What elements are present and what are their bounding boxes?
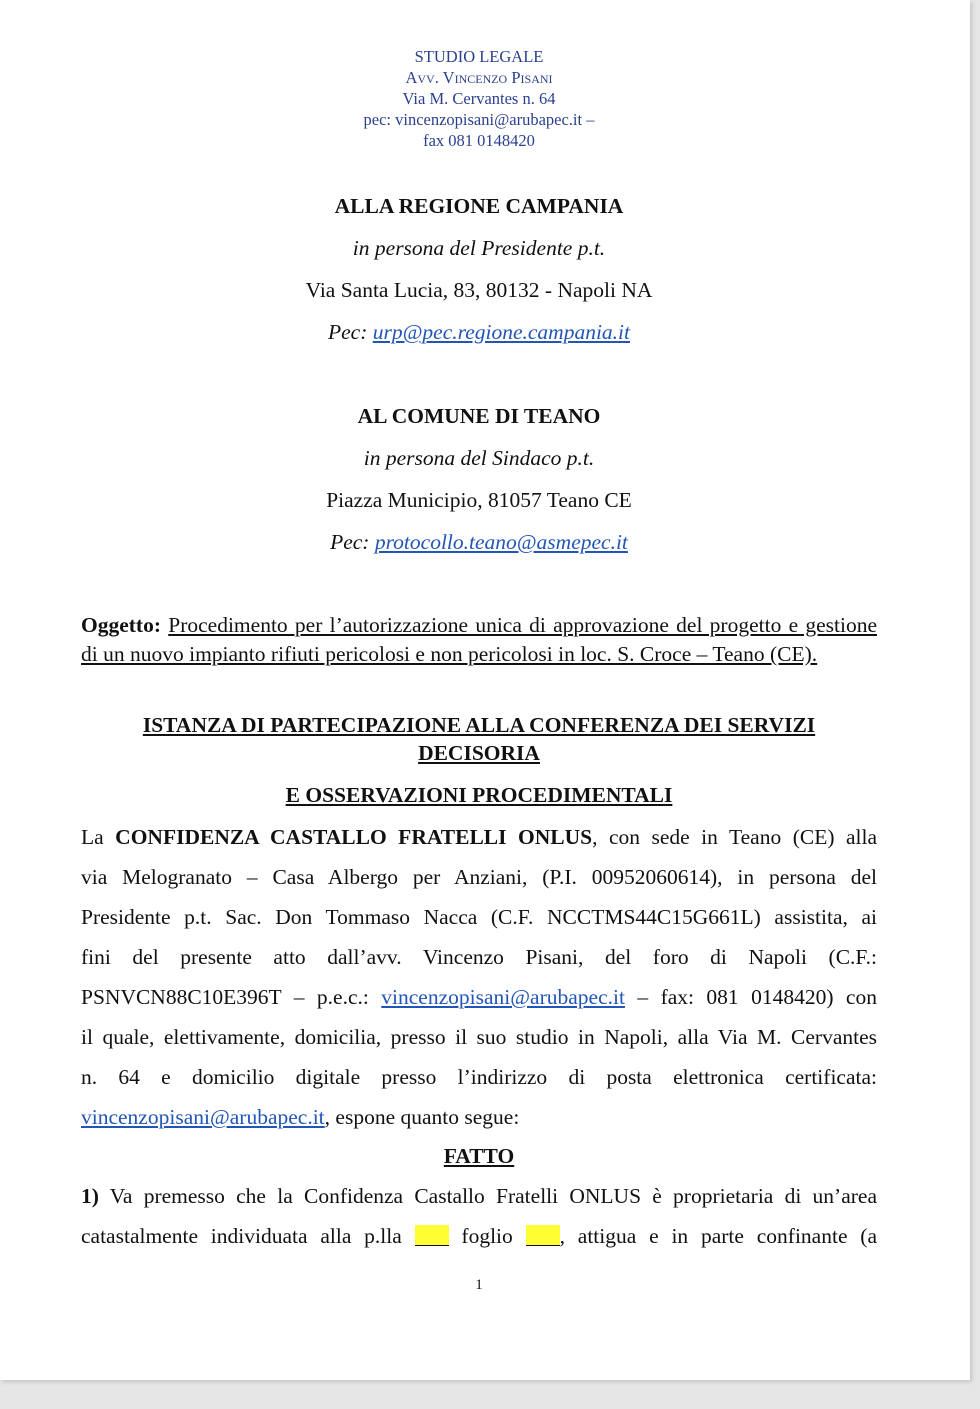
blank-highlight-foglio — [526, 1225, 560, 1246]
document-title-line-2: DECISORIA — [418, 741, 540, 765]
document-title-line-3: E OSSERVAZIONI PROCEDIMENTALI — [285, 783, 673, 807]
fatto-paragraph — [81, 1176, 877, 1256]
item-number: 1) — [81, 1184, 99, 1208]
body-line: Presidente p.t. Sac. Don Tommaso Nacca (C.F. NCCTMS44C15G661L) assistita, ai — [81, 905, 877, 929]
letterhead-lawyer: Avv. Vincenzo Pisani — [405, 68, 553, 87]
body-text: , con sede in Teano (CE) alla — [592, 825, 878, 849]
letterhead — [0, 46, 958, 151]
letterhead-address: Via M. Cervantes n. 64 — [402, 89, 556, 108]
body-line — [81, 1216, 877, 1256]
recipient-1-address: Via Santa Lucia, 83, 80132 - Napoli NA — [305, 278, 653, 302]
document-title-line-1: ISTANZA DI PARTECIPAZIONE ALLA CONFERENZA DEI SERVIZI — [142, 713, 816, 737]
recipient-1-pec-label: Pec: — [328, 320, 373, 344]
body-text: , attigua e in parte confinante (a — [559, 1224, 877, 1248]
body-text: , espone quanto segue: — [324, 1105, 520, 1129]
subject-block — [81, 611, 877, 669]
body-line — [81, 817, 877, 857]
pec-link-2[interactable]: vincenzopisani@arubapec.it — [81, 1105, 325, 1129]
organization-name: CONFIDENZA CASTALLO FRATELLI ONLUS — [115, 825, 593, 849]
body-line: fini del presente atto dall’avv. Vincenzo Pisani, del foro di Napoli (C.F.: — [81, 945, 877, 969]
subject-label: Oggetto: — [81, 613, 161, 637]
intro-paragraph — [81, 817, 877, 1137]
recipient-2-name: AL COMUNE DI TEANO — [357, 404, 601, 428]
body-text: foglio — [448, 1224, 526, 1248]
recipient-1-name: ALLA REGIONE CAMPANIA — [334, 194, 624, 218]
body-line: il quale, elettivamente, domicilia, presso il suo studio in Napoli, alla Via M. Cervantes — [81, 1025, 877, 1049]
blank-highlight-particella — [415, 1225, 449, 1246]
letterhead-pec: pec: vincenzopisani@arubapec.it – — [363, 110, 595, 129]
body-line — [81, 1176, 877, 1216]
letterhead-studio: STUDIO LEGALE — [414, 47, 544, 66]
recipient-1-role: in persona del Presidente p.t. — [352, 236, 606, 260]
pec-link[interactable]: vincenzopisani@arubapec.it — [381, 985, 625, 1009]
recipient-1-pec-link[interactable]: urp@pec.regione.campania.it — [372, 320, 630, 344]
recipient-2-pec — [0, 530, 958, 555]
recipient-2-address: Piazza Municipio, 81057 Teano CE — [326, 488, 632, 512]
body-line — [81, 977, 877, 1017]
body-text: Va premesso che la Confidenza Castallo Fratelli ONLUS è proprietaria di un’area — [98, 1184, 877, 1208]
recipient-1-pec — [0, 320, 958, 345]
section-heading-fatto: FATTO — [443, 1144, 515, 1168]
body-text: catastalmente individuata alla p.lla — [81, 1224, 415, 1248]
body-text: PSNVCN88C10E396T – p.e.c.: — [81, 985, 382, 1009]
body-line: n. 64 e domicilio digitale presso l’indirizzo di posta elettronica certificata: — [81, 1065, 877, 1089]
recipient-2-role: in persona del Sindaco p.t. — [363, 446, 595, 470]
body-line — [81, 1097, 877, 1137]
page-number: 1 — [475, 1277, 483, 1293]
body-line: via Melogranato – Casa Albergo per Anziani, (P.I. 00952060614), in persona del — [81, 865, 877, 889]
body-text: La — [81, 825, 116, 849]
body-text: – fax: 081 0148420) con — [624, 985, 877, 1009]
letterhead-fax: fax 081 0148420 — [423, 131, 535, 150]
recipient-2-pec-label: Pec: — [330, 530, 375, 554]
recipient-2-pec-link[interactable]: protocollo.teano@asmepec.it — [374, 530, 628, 554]
subject-text: Procedimento per l’autorizzazione unica di approvazione del progetto e gestione di un nuovo impianto rifiuti pericolosi e non pericolosi in loc. S. Croce – Teano (CE). — [81, 613, 878, 666]
